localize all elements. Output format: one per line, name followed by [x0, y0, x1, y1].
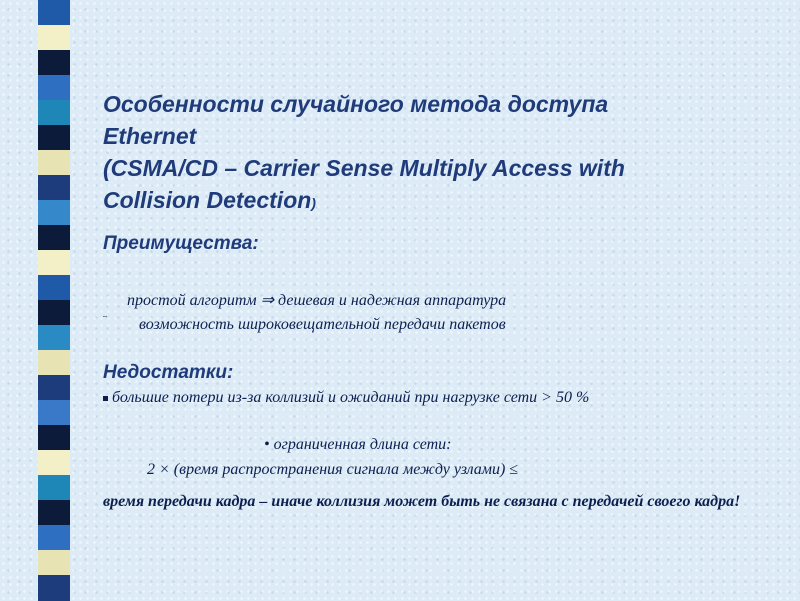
disadvantage-item-1 — [103, 389, 589, 407]
disadvantage-item-1-text: большие потери из-за коллизий и ожиданий при нагрузке сети > 50 % — [112, 389, 590, 406]
stripe-block — [38, 275, 70, 301]
stripe-block — [38, 350, 70, 376]
stripe-block — [38, 50, 70, 76]
stripe-block — [38, 75, 70, 101]
title-line-4: Collision Detection — [103, 187, 312, 213]
disadvantage-item-2: • ограниченная длина сети: — [264, 436, 452, 453]
square-bullet-icon — [103, 396, 108, 401]
stripe-block — [38, 400, 70, 426]
stripe-block — [38, 225, 70, 251]
advantage-bullet-glyph: ¨ — [103, 312, 107, 326]
title-line-1: Особенности случайного метода доступа — [103, 91, 609, 117]
stripe-block — [38, 325, 70, 351]
stripe-block — [38, 250, 70, 276]
stripe-block — [38, 200, 70, 226]
advantage-item-1: простой алгоритм ⇒ дешевая и надежная аппаратура — [127, 292, 507, 309]
formula-line: 2 × (время распространения сигнала между узлами) ≤ — [147, 461, 519, 478]
title-line-2: Ethernet — [103, 123, 197, 149]
stripe-block — [38, 425, 70, 451]
stripe-block — [38, 300, 70, 326]
conclusion-paragraph: время передачи кадра – иначе коллизия может быть не связана с передачей своего кадра! — [103, 493, 741, 510]
stripe-block — [38, 550, 70, 576]
title-line-3: (CSMA/CD – Carrier Sense Multiply Access with — [103, 155, 625, 181]
stripe-block — [38, 575, 70, 601]
stripe-block — [38, 175, 70, 201]
stripe-block — [38, 125, 70, 151]
title-closing-paren: ) — [311, 195, 316, 211]
stripe-block — [38, 450, 70, 476]
stripe-block — [38, 100, 70, 126]
slide-title — [103, 88, 763, 219]
disadvantages-heading: Недостатки: — [103, 362, 234, 383]
stripe-block — [38, 0, 70, 26]
stripe-block — [38, 25, 70, 51]
stripe-block — [38, 525, 70, 551]
advantage-item-2: возможность широковещательной передачи пакетов — [139, 316, 506, 333]
stripe-block — [38, 475, 70, 501]
stripe-block — [38, 150, 70, 176]
advantages-heading: Преимущества: — [103, 233, 259, 254]
stripe-block — [38, 500, 70, 526]
stripe-block — [38, 375, 70, 401]
decorative-stripe-bar — [0, 0, 86, 600]
